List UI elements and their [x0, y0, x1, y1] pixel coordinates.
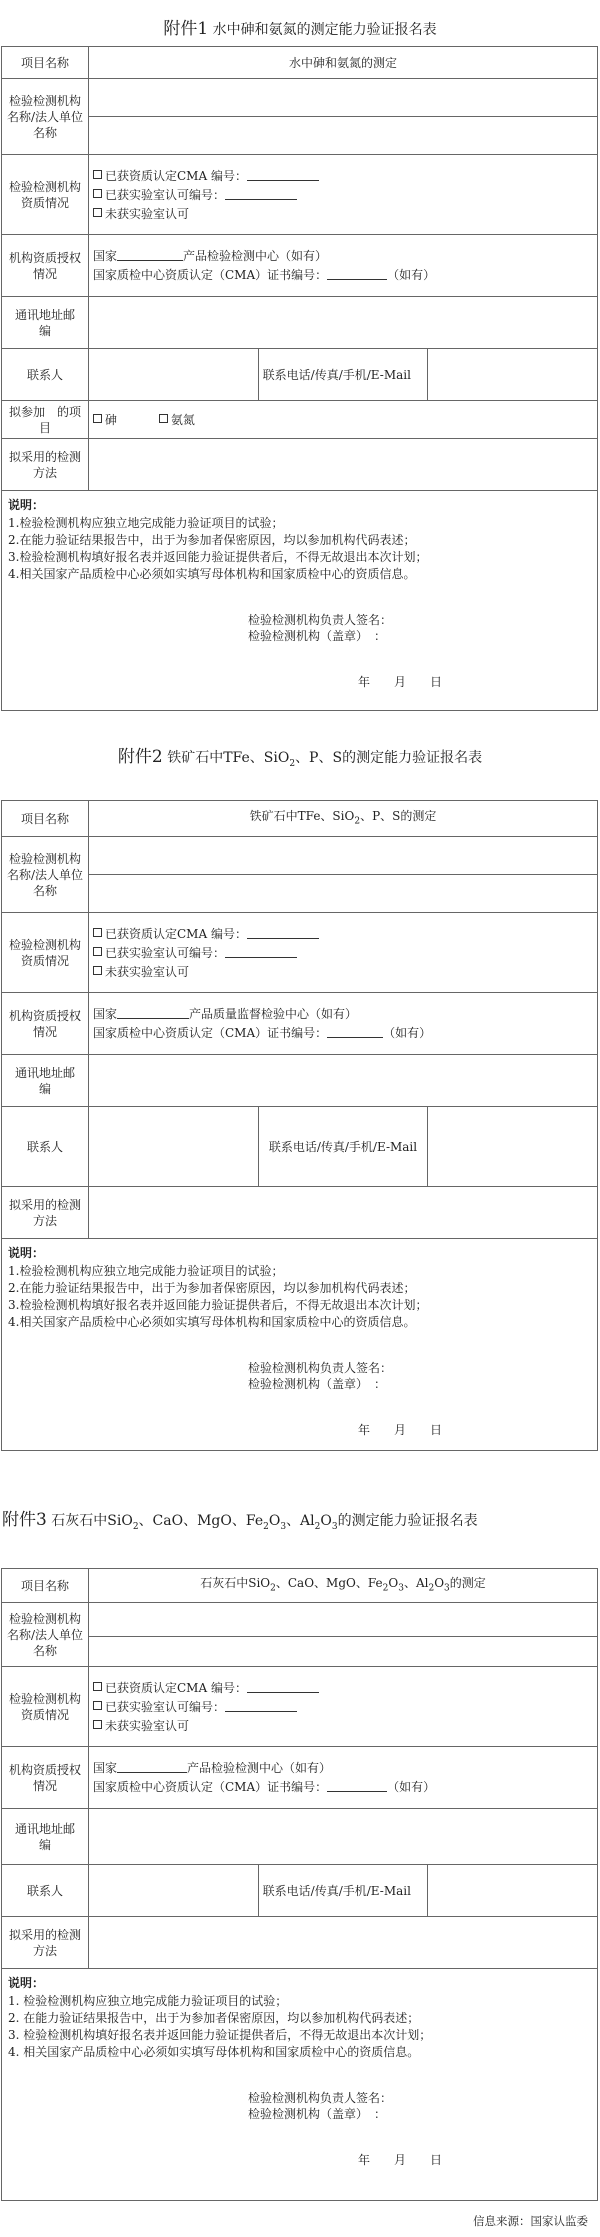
notes-section [2, 491, 598, 711]
form3-table [1, 1568, 598, 2201]
checkbox-icon[interactable] [93, 1682, 102, 1691]
project-name-value: 石灰石中SiO$_2$、CaO、MgO、$Fe_2O_3$、$Al_2O_3$的测定 [89, 1569, 598, 1603]
qual-option-none[interactable]: 未获实验室认可 [93, 1718, 593, 1734]
phone-label: 联系电话/传真/手机/E-Mail [258, 1107, 428, 1187]
qual-option-none[interactable]: 未获实验室认可 [93, 206, 593, 222]
authorization-field[interactable]: 国家 产品检验检测中心（如有） 国家质检中心资质认定（CMA）证书编号： （如有） [89, 235, 598, 297]
date-line: 年 月 日 [358, 2153, 443, 2167]
note-item: 1.检验检测机构应独立地完成能力验证项目的试验； [8, 1264, 284, 1278]
stamp-line: 检验检测机构（盖章） ： [248, 1377, 387, 1391]
address-field[interactable] [89, 297, 598, 349]
qual-option-cma[interactable]: 已获资质认定CMA 编号： [93, 926, 593, 942]
phone-field[interactable] [428, 1865, 598, 1917]
items-options [89, 401, 598, 439]
note-item: 4.相关国家产品质检中心必须如实填写母体机构和国家质检中心的资质信息。 [8, 1315, 416, 1329]
contact-field[interactable] [89, 1107, 259, 1187]
project-name-value: 铁矿石中TFe、SiO$_2$、P、S的测定 [89, 801, 598, 837]
form3-title: 附件3 石灰石中SiO$_2$、CaO、MgO、$Fe_2O_3$、$Al_2O_3$的测定能力验证报名表 [2, 1510, 478, 1532]
notes-heading: 说明： [8, 1976, 45, 1990]
qual-option-accredited[interactable]: 已获实验室认可编号： [93, 187, 593, 203]
method-field[interactable] [89, 1917, 598, 1969]
address-label: 通讯地址邮 编 [2, 1055, 89, 1107]
contact-field[interactable] [89, 349, 259, 401]
authorization-label: 机构资质授权情况 [2, 235, 89, 297]
qualification-label: 检验检测机构资质情况 [2, 155, 89, 235]
method-label: 拟采用的检测方法 [2, 1187, 89, 1239]
address-field[interactable] [89, 1055, 598, 1107]
stamp-line: 检验检测机构（盖章） ： [248, 2107, 387, 2121]
note-item: 2.在能力验证结果报告中，出于为参加者保密原因，均以参加机构代码表述； [8, 533, 416, 547]
phone-label: 联系电话/传真/手机/E-Mail [258, 349, 428, 401]
project-name-label: 项目名称 [2, 1569, 89, 1603]
authorization-field[interactable]: 国家 产品质量监督检验中心（如有） 国家质检中心资质认定（CMA）证书编号： （如有） [89, 993, 598, 1055]
qual-option-cma[interactable]: 已获资质认定CMA 编号： [93, 168, 593, 184]
contact-label: 联系人 [2, 1865, 89, 1917]
org-name-field[interactable] [89, 1603, 598, 1637]
note-item: 2.在能力验证结果报告中，出于为参加者保密原因，均以参加机构代码表述； [8, 1281, 416, 1295]
qual-option-none[interactable]: 未获实验室认可 [93, 964, 593, 980]
org-name-label: 检验检测机构名称/法人单位名称 [2, 1603, 89, 1667]
method-label: 拟采用的检测方法 [2, 1917, 89, 1969]
form2-table [1, 800, 598, 1451]
org-name-field[interactable] [89, 79, 598, 117]
note-item: 3.检验检测机构填好报名表并返回能力验证提供者后，不得无故退出本次计划； [8, 550, 428, 564]
signature-line: 检验检测机构负责人签名： [248, 613, 393, 627]
phone-field[interactable] [428, 1107, 598, 1187]
project-name-label: 项目名称 [2, 801, 89, 837]
qualification-options [89, 155, 598, 235]
item-option-ammonia[interactable]: 氨氮 [159, 413, 195, 427]
checkbox-icon[interactable] [93, 1701, 102, 1710]
method-field[interactable] [89, 439, 598, 491]
contact-label: 联系人 [2, 349, 89, 401]
project-name-value: 水中砷和氨氮的测定 [89, 47, 598, 79]
legal-unit-field[interactable] [89, 875, 598, 913]
stamp-line: 检验检测机构（盖章） ： [248, 629, 387, 643]
authorization-field[interactable]: 国家 产品检验检测中心（如有） 国家质检中心资质认定（CMA）证书编号： （如有） [89, 1747, 598, 1809]
address-label: 通讯地址邮 编 [2, 1809, 89, 1865]
source-credit: 信息来源：国家认监委 [473, 2214, 588, 2228]
form2-title: 附件2 铁矿石中TFe、SiO$_2$、P、S的测定能力验证报名表 [117, 747, 483, 769]
date-line: 年 月 日 [358, 675, 443, 689]
signature-line: 检验检测机构负责人签名： [248, 2091, 393, 2105]
qualification-options [89, 913, 598, 993]
legal-unit-field[interactable] [89, 117, 598, 155]
method-field[interactable] [89, 1187, 598, 1239]
form1-title: 附件1 水中砷和氨氮的测定能力验证报名表 [163, 19, 437, 39]
legal-unit-field[interactable] [89, 1637, 598, 1667]
contact-label: 联系人 [2, 1107, 89, 1187]
authorization-label: 机构资质授权情况 [2, 993, 89, 1055]
method-label: 拟采用的检测方法 [2, 439, 89, 491]
contact-field[interactable] [89, 1865, 259, 1917]
note-item: 3. 检验检测机构填好报名表并返回能力验证提供者后，不得无故退出本次计划； [8, 2028, 432, 2042]
checkbox-icon[interactable] [93, 928, 102, 937]
note-item: 4. 相关国家产品质检中心必须如实填写母体机构和国家质检中心的资质信息。 [8, 2045, 420, 2059]
checkbox-icon[interactable] [93, 189, 102, 198]
note-item: 2. 在能力验证结果报告中，出于为参加者保密原因，均以参加机构代码表述； [8, 2011, 420, 2025]
notes-section [2, 1239, 598, 1451]
checkbox-icon[interactable] [93, 208, 102, 217]
checkbox-icon[interactable] [93, 947, 102, 956]
qualification-options [89, 1667, 598, 1747]
notes-heading: 说明： [8, 1246, 45, 1260]
notes-section [2, 1969, 598, 2201]
address-label: 通讯地址邮 编 [2, 297, 89, 349]
address-field[interactable] [89, 1809, 598, 1865]
org-name-label: 检验检测机构名称/法人单位名称 [2, 837, 89, 913]
phone-field[interactable] [428, 349, 598, 401]
qual-option-cma[interactable]: 已获资质认定CMA 编号： [93, 1680, 593, 1696]
phone-label: 联系电话/传真/手机/E-Mail [258, 1865, 428, 1917]
item-option-arsenic[interactable]: 砷 [93, 413, 117, 427]
date-line: 年 月 日 [358, 1423, 443, 1437]
project-name-label: 项目名称 [2, 47, 89, 79]
qualification-label: 检验检测机构资质情况 [2, 1667, 89, 1747]
qual-option-accredited[interactable]: 已获实验室认可编号： [93, 945, 593, 961]
note-item: 4.相关国家产品质检中心必须如实填写母体机构和国家质检中心的资质信息。 [8, 567, 416, 581]
note-item: 3.检验检测机构填好报名表并返回能力验证提供者后，不得无故退出本次计划； [8, 1298, 428, 1312]
signature-line: 检验检测机构负责人签名： [248, 1361, 393, 1375]
checkbox-icon[interactable] [93, 170, 102, 179]
form1-table [1, 46, 598, 711]
checkbox-icon[interactable] [93, 1720, 102, 1729]
note-item: 1.检验检测机构应独立地完成能力验证项目的试验； [8, 516, 284, 530]
org-name-label: 检验检测机构名称/法人单位名称 [2, 79, 89, 155]
checkbox-icon[interactable] [159, 414, 168, 423]
note-item: 1. 检验检测机构应独立地完成能力验证项目的试验； [8, 1994, 288, 2008]
checkbox-icon[interactable] [93, 966, 102, 975]
authorization-label: 机构资质授权情况 [2, 1747, 89, 1809]
qual-option-accredited[interactable]: 已获实验室认可编号： [93, 1699, 593, 1715]
qualification-label: 检验检测机构资质情况 [2, 913, 89, 993]
org-name-field[interactable] [89, 837, 598, 875]
notes-heading: 说明： [8, 498, 45, 512]
checkbox-icon[interactable] [93, 414, 102, 423]
items-label: 拟参加 的项目 [2, 401, 89, 439]
